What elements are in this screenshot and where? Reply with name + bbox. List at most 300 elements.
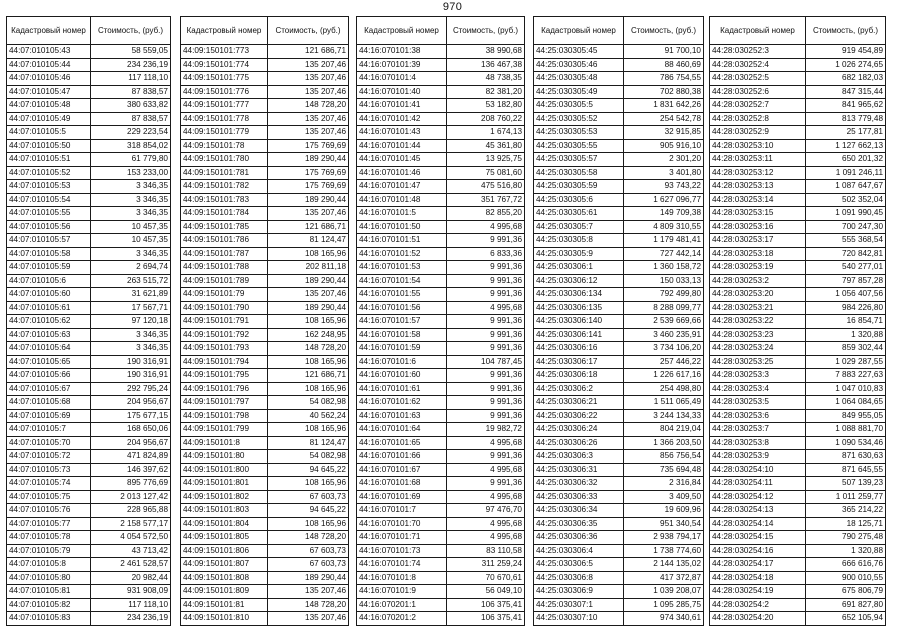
table-row bbox=[181, 504, 349, 518]
cost-value: 175 769,69 bbox=[268, 180, 349, 194]
table-row bbox=[710, 585, 886, 599]
table-row bbox=[710, 207, 886, 221]
cost-value: 19 609,96 bbox=[624, 504, 704, 518]
cost-value: 2 144 135,02 bbox=[624, 558, 704, 572]
table-row bbox=[710, 355, 886, 369]
table-row bbox=[534, 274, 704, 288]
cost-value: 7 883 227,63 bbox=[806, 369, 886, 383]
cadastral-number: 44:25:030306:36 bbox=[534, 531, 624, 545]
cadastral-number: 44:09:150101:781 bbox=[181, 166, 268, 180]
table-row bbox=[181, 598, 349, 612]
cadastral-number: 44:28:030253:3 bbox=[710, 369, 806, 383]
cost-value: 67 603,73 bbox=[268, 490, 349, 504]
cadastral-number: 44:07:010105:68 bbox=[7, 396, 91, 410]
cost-value: 652 105,94 bbox=[806, 612, 886, 626]
cadastral-number: 44:09:150101:776 bbox=[181, 85, 268, 99]
cadastral-number: 44:25:030305:49 bbox=[534, 85, 624, 99]
cadastral-number: 44:16:070101:45 bbox=[357, 153, 447, 167]
cadastral-number: 44:25:030305:8 bbox=[534, 234, 624, 248]
table-row bbox=[710, 598, 886, 612]
table-row bbox=[534, 112, 704, 126]
cost-value: 813 779,48 bbox=[806, 112, 886, 126]
cost-value: 148 728,20 bbox=[268, 598, 349, 612]
table-row bbox=[534, 490, 704, 504]
table-row bbox=[710, 139, 886, 153]
table-row bbox=[710, 288, 886, 302]
table-row bbox=[7, 126, 171, 140]
table-row bbox=[357, 409, 525, 423]
table-row bbox=[7, 342, 171, 356]
cost-value: 234 236,19 bbox=[91, 58, 171, 72]
table-row bbox=[710, 558, 886, 572]
table-row bbox=[357, 328, 525, 342]
table-row bbox=[7, 558, 171, 572]
cadastral-number: 44:07:010105:69 bbox=[7, 409, 91, 423]
cost-value: 9 991,36 bbox=[447, 261, 525, 275]
table-row bbox=[7, 504, 171, 518]
table-row bbox=[7, 301, 171, 315]
cadastral-number: 44:09:150101:793 bbox=[181, 342, 268, 356]
cadastral-number: 44:07:010105:54 bbox=[7, 193, 91, 207]
cost-value: 702 880,38 bbox=[624, 85, 704, 99]
cost-value: 6 833,36 bbox=[447, 247, 525, 261]
cadastral-number: 44:25:030306:24 bbox=[534, 423, 624, 437]
cadastral-number: 44:09:150101:779 bbox=[181, 126, 268, 140]
cost-value: 56 049,10 bbox=[447, 585, 525, 599]
cost-value: 10 457,35 bbox=[91, 220, 171, 234]
cadastral-number: 44:16:070101:51 bbox=[357, 234, 447, 248]
cadastral-number: 44:16:070101:8 bbox=[357, 571, 447, 585]
cost-value: 292 795,24 bbox=[91, 382, 171, 396]
table-row bbox=[181, 99, 349, 113]
table-row bbox=[710, 261, 886, 275]
cadastral-number: 44:16:070101:70 bbox=[357, 517, 447, 531]
table-row bbox=[7, 247, 171, 261]
table-row bbox=[7, 112, 171, 126]
cost-value: 9 991,36 bbox=[447, 409, 525, 423]
cost-value: 104 787,45 bbox=[447, 355, 525, 369]
table-row bbox=[181, 261, 349, 275]
cost-value: 148 728,20 bbox=[268, 531, 349, 545]
table-row bbox=[534, 220, 704, 234]
cadastral-number: 44:07:010105:64 bbox=[7, 342, 91, 356]
cadastral-number: 44:09:150101:804 bbox=[181, 517, 268, 531]
cost-value: 40 562,24 bbox=[268, 409, 349, 423]
cost-value: 1 091 990,45 bbox=[806, 207, 886, 221]
cadastral-number: 44:25:030306:21 bbox=[534, 396, 624, 410]
cost-value: 135 207,46 bbox=[268, 126, 349, 140]
cadastral-tables bbox=[6, 16, 905, 623]
table-row bbox=[181, 328, 349, 342]
cost-value: 700 247,30 bbox=[806, 220, 886, 234]
cost-value: 75 081,60 bbox=[447, 166, 525, 180]
cadastral-number: 44:25:030306:141 bbox=[534, 328, 624, 342]
header-cadastral-number: Кадастровый номер bbox=[710, 17, 806, 45]
cost-value: 735 694,48 bbox=[624, 463, 704, 477]
table-row bbox=[357, 153, 525, 167]
cadastral-number: 44:25:030306:8 bbox=[534, 571, 624, 585]
cost-value: 149 709,38 bbox=[624, 207, 704, 221]
cadastral-number: 44:09:150101:788 bbox=[181, 261, 268, 275]
cadastral-number: 44:28:030253:5 bbox=[710, 396, 806, 410]
cost-value: 190 316,91 bbox=[91, 355, 171, 369]
cadastral-number: 44:16:070201:1 bbox=[357, 598, 447, 612]
table-row bbox=[534, 58, 704, 72]
table-row bbox=[710, 220, 886, 234]
table-row bbox=[357, 139, 525, 153]
cadastral-number: 44:09:150101:808 bbox=[181, 571, 268, 585]
cadastral-number: 44:09:150101:809 bbox=[181, 585, 268, 599]
cost-value: 9 991,36 bbox=[447, 477, 525, 491]
cadastral-number: 44:28:030254:17 bbox=[710, 558, 806, 572]
cadastral-number: 44:07:010105:83 bbox=[7, 612, 91, 626]
table-row bbox=[534, 207, 704, 221]
table-row bbox=[7, 612, 171, 626]
table-row bbox=[7, 139, 171, 153]
table-row bbox=[7, 85, 171, 99]
table-row bbox=[7, 463, 171, 477]
cadastral-number: 44:09:150101:798 bbox=[181, 409, 268, 423]
table-row bbox=[710, 504, 886, 518]
cost-value: 16 854,71 bbox=[806, 315, 886, 329]
table-row bbox=[357, 45, 525, 59]
cadastral-number: 44:28:030252:7 bbox=[710, 99, 806, 113]
cost-value: 2 158 577,17 bbox=[91, 517, 171, 531]
table-row bbox=[7, 382, 171, 396]
table-row bbox=[357, 463, 525, 477]
cadastral-number: 44:16:070101:50 bbox=[357, 220, 447, 234]
cost-value: 10 457,35 bbox=[91, 234, 171, 248]
cost-value: 81 124,47 bbox=[268, 234, 349, 248]
cost-value: 790 275,48 bbox=[806, 531, 886, 545]
cadastral-number: 44:16:070101:65 bbox=[357, 436, 447, 450]
table-row bbox=[534, 301, 704, 315]
cost-value: 189 290,44 bbox=[268, 153, 349, 167]
cadastral-number: 44:09:150101:785 bbox=[181, 220, 268, 234]
cost-value: 847 315,44 bbox=[806, 85, 886, 99]
header-cadastral-number: Кадастровый номер bbox=[534, 17, 624, 45]
cost-value: 70 670,61 bbox=[447, 571, 525, 585]
cadastral-number: 44:09:150101:805 bbox=[181, 531, 268, 545]
cadastral-number: 44:25:030306:134 bbox=[534, 288, 624, 302]
cost-value: 135 207,46 bbox=[268, 612, 349, 626]
cadastral-number: 44:25:030306:33 bbox=[534, 490, 624, 504]
cost-value: 9 991,36 bbox=[447, 288, 525, 302]
cadastral-number: 44:07:010105:60 bbox=[7, 288, 91, 302]
cadastral-number: 44:07:010105:79 bbox=[7, 544, 91, 558]
table-row bbox=[534, 261, 704, 275]
header-cost: Стоимость, (руб.) bbox=[91, 17, 171, 45]
cadastral-number: 44:28:030253:11 bbox=[710, 153, 806, 167]
table-row bbox=[710, 342, 886, 356]
cost-value: 1 627 096,77 bbox=[624, 193, 704, 207]
cost-value: 135 207,46 bbox=[268, 85, 349, 99]
cost-value: 351 767,72 bbox=[447, 193, 525, 207]
table-row bbox=[710, 166, 886, 180]
table-row bbox=[7, 423, 171, 437]
table-row bbox=[534, 423, 704, 437]
cost-value: 3 734 106,20 bbox=[624, 342, 704, 356]
cost-value: 1 831 642,26 bbox=[624, 99, 704, 113]
cost-value: 691 827,80 bbox=[806, 598, 886, 612]
cost-value: 91 700,10 bbox=[624, 45, 704, 59]
table-row bbox=[357, 531, 525, 545]
cadastral-number: 44:07:010105:75 bbox=[7, 490, 91, 504]
cost-value: 3 346,35 bbox=[91, 180, 171, 194]
cost-value: 856 756,54 bbox=[624, 450, 704, 464]
cost-value: 1 738 774,60 bbox=[624, 544, 704, 558]
cadastral-number: 44:16:070101:73 bbox=[357, 544, 447, 558]
table-row bbox=[181, 585, 349, 599]
table-row bbox=[357, 72, 525, 86]
table-row bbox=[181, 517, 349, 531]
cost-value: 1 320,88 bbox=[806, 328, 886, 342]
table-row bbox=[534, 153, 704, 167]
cadastral-number: 44:09:150101:773 bbox=[181, 45, 268, 59]
cadastral-number: 44:07:010105:55 bbox=[7, 207, 91, 221]
cost-value: 53 182,80 bbox=[447, 99, 525, 113]
cost-value: 9 991,36 bbox=[447, 328, 525, 342]
cadastral-number: 44:16:070101:6 bbox=[357, 355, 447, 369]
table-row bbox=[710, 612, 886, 626]
cadastral-number: 44:16:070101:69 bbox=[357, 490, 447, 504]
cost-value: 108 165,96 bbox=[268, 423, 349, 437]
table-row bbox=[534, 126, 704, 140]
cost-value: 121 686,71 bbox=[268, 45, 349, 59]
cost-value: 117 118,10 bbox=[91, 72, 171, 86]
cost-value: 502 352,04 bbox=[806, 193, 886, 207]
cost-value: 1 088 881,70 bbox=[806, 423, 886, 437]
cadastral-number: 44:28:030254:12 bbox=[710, 490, 806, 504]
cadastral-number: 44:07:010105:6 bbox=[7, 274, 91, 288]
cost-value: 974 340,61 bbox=[624, 612, 704, 626]
cost-value: 204 956,67 bbox=[91, 396, 171, 410]
table-row bbox=[357, 504, 525, 518]
cost-value: 148 728,20 bbox=[268, 342, 349, 356]
cadastral-number: 44:16:070101:41 bbox=[357, 99, 447, 113]
cost-value: 2 539 669,66 bbox=[624, 315, 704, 329]
table-row bbox=[534, 193, 704, 207]
cost-value: 82 381,20 bbox=[447, 85, 525, 99]
cadastral-number: 44:25:030305:7 bbox=[534, 220, 624, 234]
cadastral-number: 44:07:010105:58 bbox=[7, 247, 91, 261]
cost-value: 841 965,62 bbox=[806, 99, 886, 113]
cadastral-number: 44:09:150101:799 bbox=[181, 423, 268, 437]
table-row bbox=[7, 355, 171, 369]
cadastral-number: 44:07:010105:51 bbox=[7, 153, 91, 167]
cost-value: 135 207,46 bbox=[268, 58, 349, 72]
header-cadastral-number: Кадастровый номер bbox=[181, 17, 268, 45]
cadastral-number: 44:25:030306:22 bbox=[534, 409, 624, 423]
cost-value: 135 207,46 bbox=[268, 72, 349, 86]
cost-value: 905 916,10 bbox=[624, 139, 704, 153]
cadastral-number: 44:07:010105:77 bbox=[7, 517, 91, 531]
cadastral-number: 44:16:070101:39 bbox=[357, 58, 447, 72]
cadastral-number: 44:28:030253:10 bbox=[710, 139, 806, 153]
cadastral-number: 44:28:030253:17 bbox=[710, 234, 806, 248]
table-row bbox=[534, 396, 704, 410]
cadastral-number: 44:09:150101:777 bbox=[181, 99, 268, 113]
table-row bbox=[710, 450, 886, 464]
cadastral-number: 44:25:030306:140 bbox=[534, 315, 624, 329]
table-row bbox=[534, 585, 704, 599]
table-row bbox=[710, 180, 886, 194]
cost-value: 58 559,05 bbox=[91, 45, 171, 59]
cost-value: 83 110,58 bbox=[447, 544, 525, 558]
cost-value: 4 995,68 bbox=[447, 490, 525, 504]
table-row bbox=[7, 261, 171, 275]
cadastral-number: 44:07:010105:7 bbox=[7, 423, 91, 437]
cost-value: 507 139,23 bbox=[806, 477, 886, 491]
table-row bbox=[7, 531, 171, 545]
table-row bbox=[710, 72, 886, 86]
cost-value: 38 990,68 bbox=[447, 45, 525, 59]
cost-value: 67 603,73 bbox=[268, 558, 349, 572]
cost-value: 1 674,13 bbox=[447, 126, 525, 140]
table-row bbox=[181, 247, 349, 261]
cost-value: 175 769,69 bbox=[268, 139, 349, 153]
table-row bbox=[181, 207, 349, 221]
table-row bbox=[534, 382, 704, 396]
cadastral-number: 44:16:070101:61 bbox=[357, 382, 447, 396]
cost-value: 9 991,36 bbox=[447, 369, 525, 383]
table-row bbox=[181, 558, 349, 572]
cost-value: 3 346,35 bbox=[91, 328, 171, 342]
cost-value: 150 033,13 bbox=[624, 274, 704, 288]
table-row bbox=[357, 207, 525, 221]
table-row bbox=[534, 598, 704, 612]
header-cost: Стоимость, (руб.) bbox=[268, 17, 349, 45]
cadastral-number: 44:25:030306:32 bbox=[534, 477, 624, 491]
cost-value: 2 013 127,42 bbox=[91, 490, 171, 504]
cost-value: 871 645,55 bbox=[806, 463, 886, 477]
cost-value: 117 118,10 bbox=[91, 598, 171, 612]
cadastral-number: 44:09:150101:795 bbox=[181, 369, 268, 383]
cost-value: 108 165,96 bbox=[268, 477, 349, 491]
cost-value: 3 346,35 bbox=[91, 207, 171, 221]
cadastral-number: 44:28:030254:15 bbox=[710, 531, 806, 545]
cadastral-number: 44:09:150101:801 bbox=[181, 477, 268, 491]
table-row bbox=[181, 531, 349, 545]
cadastral-number: 44:07:010105:74 bbox=[7, 477, 91, 491]
cost-value: 9 991,36 bbox=[447, 382, 525, 396]
cost-value: 204 956,67 bbox=[91, 436, 171, 450]
cadastral-number: 44:09:150101:79 bbox=[181, 288, 268, 302]
cost-value: 1 320,88 bbox=[806, 544, 886, 558]
cadastral-number: 44:09:150101:775 bbox=[181, 72, 268, 86]
cadastral-number: 44:16:070101:63 bbox=[357, 409, 447, 423]
table-row bbox=[181, 153, 349, 167]
table-row bbox=[710, 301, 886, 315]
table-row bbox=[7, 544, 171, 558]
cost-value: 81 124,47 bbox=[268, 436, 349, 450]
cadastral-number: 44:28:030254:14 bbox=[710, 517, 806, 531]
cost-value: 1 226 617,16 bbox=[624, 369, 704, 383]
cost-value: 234 236,19 bbox=[91, 612, 171, 626]
table-row bbox=[534, 139, 704, 153]
cadastral-number: 44:28:030253:7 bbox=[710, 423, 806, 437]
cost-value: 1 047 010,83 bbox=[806, 382, 886, 396]
cadastral-number: 44:09:150101:783 bbox=[181, 193, 268, 207]
cadastral-number: 44:25:030306:4 bbox=[534, 544, 624, 558]
cadastral-number: 44:16:070101:54 bbox=[357, 274, 447, 288]
table-row bbox=[710, 382, 886, 396]
table-row bbox=[710, 247, 886, 261]
cost-value: 3 346,35 bbox=[91, 247, 171, 261]
table-row bbox=[7, 166, 171, 180]
cadastral-number: 44:16:070101:48 bbox=[357, 193, 447, 207]
cost-value: 61 779,80 bbox=[91, 153, 171, 167]
table-row bbox=[181, 436, 349, 450]
table-row bbox=[7, 315, 171, 329]
cost-value: 19 982,72 bbox=[447, 423, 525, 437]
cadastral-number: 44:28:030253:12 bbox=[710, 166, 806, 180]
cost-value: 1 029 287,55 bbox=[806, 355, 886, 369]
cadastral-table-4 bbox=[533, 16, 704, 626]
cost-value: 175 677,15 bbox=[91, 409, 171, 423]
cost-value: 254 498,80 bbox=[624, 382, 704, 396]
cadastral-number: 44:28:030253:4 bbox=[710, 382, 806, 396]
table-row bbox=[181, 274, 349, 288]
cadastral-number: 44:16:070101:43 bbox=[357, 126, 447, 140]
cadastral-number: 44:28:030253:22 bbox=[710, 315, 806, 329]
cadastral-number: 44:25:030307:10 bbox=[534, 612, 624, 626]
cost-value: 9 991,36 bbox=[447, 450, 525, 464]
cost-value: 9 991,36 bbox=[447, 274, 525, 288]
cadastral-number: 44:09:150101:791 bbox=[181, 315, 268, 329]
cost-value: 318 854,02 bbox=[91, 139, 171, 153]
cadastral-number: 44:09:150101:782 bbox=[181, 180, 268, 194]
table-row bbox=[534, 45, 704, 59]
table-row bbox=[357, 598, 525, 612]
table-row bbox=[534, 247, 704, 261]
table-row bbox=[534, 571, 704, 585]
cadastral-number: 44:25:030305:6 bbox=[534, 193, 624, 207]
cadastral-number: 44:25:030305:59 bbox=[534, 180, 624, 194]
cadastral-number: 44:16:070101:53 bbox=[357, 261, 447, 275]
cost-value: 919 454,89 bbox=[806, 45, 886, 59]
cost-value: 108 165,96 bbox=[268, 355, 349, 369]
cadastral-number: 44:25:030306:2 bbox=[534, 382, 624, 396]
table-row bbox=[534, 477, 704, 491]
cadastral-number: 44:07:010105:59 bbox=[7, 261, 91, 275]
cadastral-number: 44:09:150101:790 bbox=[181, 301, 268, 315]
cost-value: 97 120,18 bbox=[91, 315, 171, 329]
table-row bbox=[7, 58, 171, 72]
cadastral-number: 44:28:030254:18 bbox=[710, 571, 806, 585]
cadastral-number: 44:16:070101:5 bbox=[357, 207, 447, 221]
cost-value: 121 686,71 bbox=[268, 220, 349, 234]
table-row bbox=[710, 99, 886, 113]
cadastral-number: 44:16:070101:57 bbox=[357, 315, 447, 329]
table-row bbox=[710, 153, 886, 167]
table-row bbox=[534, 450, 704, 464]
table-row bbox=[357, 112, 525, 126]
cadastral-number: 44:07:010105:46 bbox=[7, 72, 91, 86]
cadastral-number: 44:07:010105:56 bbox=[7, 220, 91, 234]
table-row bbox=[534, 436, 704, 450]
cost-value: 666 616,76 bbox=[806, 558, 886, 572]
cadastral-number: 44:09:150101:807 bbox=[181, 558, 268, 572]
table-row bbox=[710, 85, 886, 99]
table-row bbox=[534, 463, 704, 477]
cadastral-number: 44:16:070101:4 bbox=[357, 72, 447, 86]
cadastral-number: 44:07:010105:82 bbox=[7, 598, 91, 612]
table-row bbox=[710, 328, 886, 342]
table-row bbox=[534, 85, 704, 99]
cost-value: 4 995,68 bbox=[447, 531, 525, 545]
table-row bbox=[181, 409, 349, 423]
